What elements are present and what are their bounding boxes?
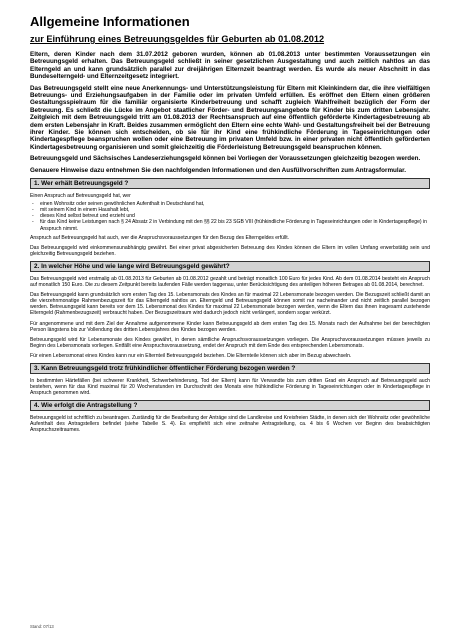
page-subtitle: zur Einführung eines Betreuungsgeldes für Geburten ab 01.08.2012	[30, 34, 325, 44]
section-2-paragraph-4: Betreuungsgeld wird für Lebensmonate des Kindes gewährt, in denen sämtliche Anspruchsvoraussetzungen vorliegen. Die Anspruchsvoraussetzungen müssen jeweils zu Beginn des Lebensmonats vorliegen. Entfällt eine Anspruchsvoraussetzung, endet der Anspruch mit dem Ende des entsprechenden Lebensmonats.	[30, 336, 430, 349]
section-4-paragraph-1: Betreuungsgeld ist schriftlich zu beantragen. Zuständig für die Bearbeitung der Anträge sind die Landkreise und Kreisfreien Städte, in denen sich der Wohnsitz oder gewöhnliche Aufenthalt des Antragstellers befindet (siehe Tabelle S. 4). Es empfiehlt sich eine zeitnahe Antragstellung, ca. 4 bis 6 Wochen vor Beginn des beabsichtigten Anspruchszeitraumes.	[30, 415, 430, 434]
section-3-paragraph-1: In bestimmten Härtefällen (bei schwerer Krankheit, Schwerbehinderung, Tod der Eltern) kann für Verwandte bis zum dritten Grad ein Anspruch auf Betreuungsgeld auch bestehen, wenn für das Kind maximal für 20 Wochenstunden im Durchschnitt des Monats eine frühkindliche Förderung in Tageseinrichtungen oder in Kindertagespflege in Anspruch genommen wird.	[30, 377, 430, 397]
list-item: - mit seinem Kind in einem Haushalt lebt,	[30, 207, 430, 213]
list-item: - für das Kind keine Leistungen nach § 24 Absatz 2 in Verbindung mit den §§ 22 bis 23 SGB VIII (frühkindliche Förderung in Tageseinrichtungen oder in Kindertagespflege) in Anspruch nimmt.	[30, 219, 430, 231]
document-page	[30, 14, 430, 438]
section-1-paragraph-2: Das Betreuungsgeld wird einkommensunabhängig gewährt. Bei einer privat abgesicherten Betreuung des Kindes können die Eltern im vollen Umfang erwerbstätig sein und gleichzeitig Betreuungsgeld beziehen.	[30, 244, 430, 257]
page-title: Allgemeine Informationen	[30, 14, 190, 29]
intro-paragraph-4: Genauere Hinweise dazu entnehmen Sie den nachfolgenden Informationen und den Ausfüllvorschriften zum Antragsformular.	[30, 166, 406, 174]
section-2-paragraph-5: Für einen Lebensmonat eines Kindes kann nur ein Elternteil Betreuungsgeld beziehen. Die Elternteile können sich aber im Bezug abwechseln.	[30, 352, 352, 359]
footer-stand: Stand: 07/13	[30, 624, 54, 629]
section-2-paragraph-1: Das Betreuungsgeld wird erstmalig ab 01.08.2013 für Geburten ab 01.08.2012 gezahlt und beträgt monatlich 100 Euro für jedes Kind. Ab dem 01.08.2014 besteht ein Anspruch auf monatlich 150 Euro. Die zu diesem Zeitpunkt bereits laufenden Fälle werden taggenau, unter Berücksichtigung des anteiligen höheren Betrages ab 01.08.2014, berechnet.	[30, 275, 430, 289]
section-3-heading: 3. Kann Betreuungsgeld trotz frühkindlicher öffentlicher Förderung bezogen werden ?	[30, 363, 430, 374]
section-1-lead: Einen Anspruch auf Betreuungsgeld hat, wer	[30, 193, 131, 200]
section-1-heading: 1. Wer erhält Betreuungsgeld ?	[30, 178, 430, 189]
section-2-paragraph-3: Für angenommene und mit dem Ziel der Annahme aufgenommene Kinder kann Betreuungsgeld ab dem ersten Tag des 15. Monats nach der Aufnahme bei der berechtigten Person längstens bis zur Vollendung des dritten Lebensjahres des Kindes bezogen werden.	[30, 320, 430, 333]
section-1-paragraph-1: Anspruch auf Betreuungsgeld hat auch, wer die Anspruchsvoraussetzungen für den Bezug des Elterngeldes erfüllt.	[30, 234, 290, 241]
section-4-heading: 4. Wie erfolgt die Antragstellung ?	[30, 400, 430, 411]
intro-paragraph-2: Das Betreuungsgeld stellt eine neue Anerkennungs- und Unterstützungsleistung für Eltern mit Kleinkindern dar, die ihre vielfältigen Betreuungs- und Erziehungsaufgaben in der Familie oder im privaten Umfeld erfüllen. Es eröffnet den Eltern einen größeren Gestaltungsspielraum für die familiär organisierte Kinderbetreuung und schafft zugleich Wahlfreiheit bezüglich der Form der Betreuung. Es schließt die Lücke im Angebot staatlicher Förder- und Betreuungsangebote für Kinder bis zum dritten Lebensjahr. Zeitgleich mit dem Betreuungsgeld tritt am 01.08.2013 der Rechtsanspruch auf eine öffentlich geförderte Kindertagesbetreuung ab dem ersten Lebensjahr in Kraft. Beides zusammen ermöglicht den Eltern eine echte Wahl- und Gestaltungsfreiheit bei der Betreuung ihrer Kinder. Sie können sich entscheiden, ob sie für ihr Kind eine frühkindliche Förderung in Tageseinrichtungen oder Kindertagespflege beanspruchen wollen oder eine Betreuung im privaten Umfeld bzw. in einer privaten nicht öffentlich geförderten Kindertagesbetreuung organisieren und somit gleichzeitig die Förderleistung Betreuungsgeld beanspruchen können.	[30, 84, 430, 151]
section-1-list	[30, 201, 430, 231]
intro-paragraph-3: Betreuungsgeld und Sächsisches Landeserziehungsgeld können bei Vorliegen der Voraussetzungen gleichzeitig bezogen werden.	[30, 155, 421, 163]
list-item: - dieses Kind selbst betreut und erzieht und	[30, 213, 430, 219]
list-item: - einen Wohnsitz oder seinen gewöhnlichen Aufenthalt in Deutschland hat,	[30, 201, 430, 207]
section-2-heading: 2. In welcher Höhe und wie lange wird Betreuungsgeld gewährt?	[30, 261, 430, 272]
section-2-paragraph-2: Das Betreuungsgeld kann grundsätzlich vom ersten Tag des 15. Lebensmonats des Kindes an für maximal 22 Lebensmonate bezogen werden. Die Bezugszeit schließt damit an die vierzehnmonatige Rahmenbezugszeit für das Elterngeld nahtlos an. Elterngeld und Betreuungsgeld können somit nur nacheinander und nicht zeitlich parallel bezogen werden. Betreuungsgeld kann bereits vor dem 15. Lebensmonat des Kindes für maximal 22 Lebensmonate bezogen werden, wenn die Eltern das ihnen insgesamt zustehende Elterngeld (Rahmenbezugszeit) verbraucht haben. Der Bezugszeitraum wird dadurch jedoch nicht verlängert, sondern sogar verkürzt.	[30, 292, 430, 317]
intro-paragraph-1: Eltern, deren Kinder nach dem 31.07.2012 geboren wurden, können ab 01.08.2013 unter bestimmten Voraussetzungen ein Betreuungsgeld erhalten. Das Betreuungsgeld schließt in seiner gesetzlichen Ausgestaltung und auch zeitlich nahtlos an das Elterngeld an und kann grundsätzlich parallel zur dreijährigen Elternzeit beantragt werden. Es wurde als neuer Abschnitt in das Bundeselterngeld- und Elternzeitgesetz integriert.	[30, 51, 430, 81]
